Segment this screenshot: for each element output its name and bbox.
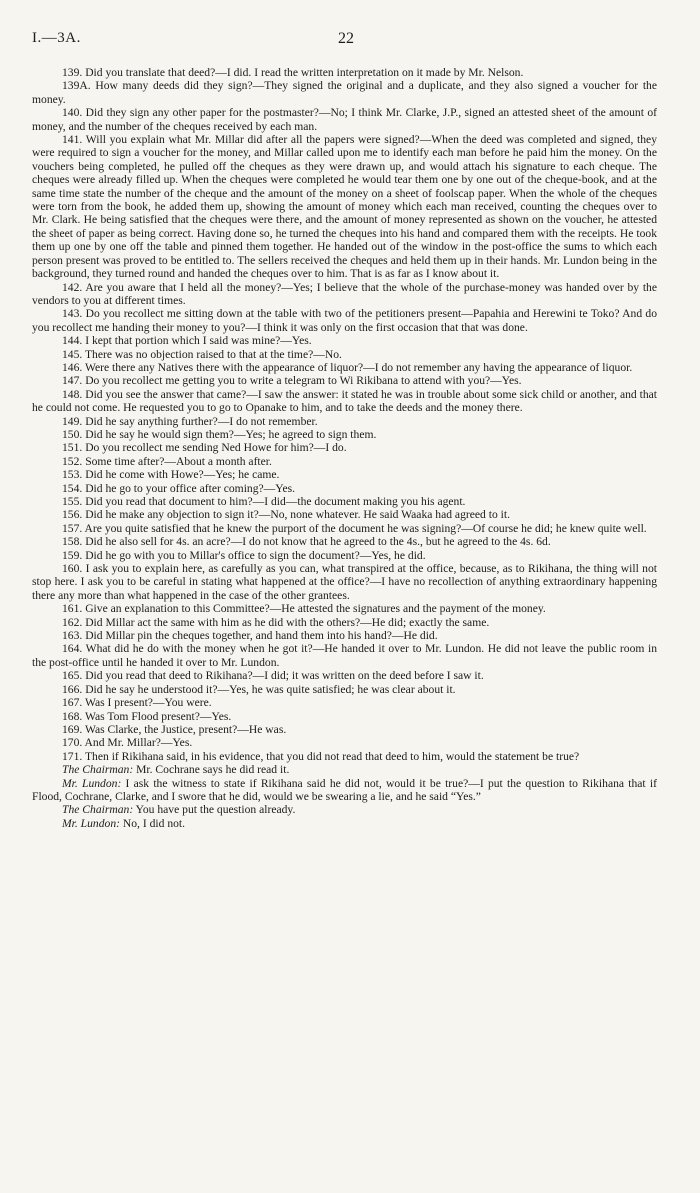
question-paragraph: 167. Was I present?—You were. [62,696,212,710]
dialogue-paragraph [32,777,657,804]
question-paragraph: 150. Did he say he would sign them?—Yes; he agreed to sign them. [62,427,377,441]
question-paragraph: 156. Did he make any objection to sign it?—No, none whatever. He said Waaka had agreed to it. [62,508,510,522]
question-paragraph: 162. Did Millar act the same with him as he did with the others?—He did; exactly the same. [62,615,490,629]
question-paragraph: 154. Did he go to your office after coming?—Yes. [62,481,296,495]
question-paragraph: 155. Did you read that document to him?—I did—the document making you his agent. [62,495,466,508]
page-header [32,30,660,54]
question-paragraph: 163. Did Millar pin the cheques together, and hand them into his hand?—He did. [62,629,438,643]
speaker-statement: Mr. Cochrane says he did read it. [133,763,290,777]
speaker-name: The Chairman: [62,763,134,777]
question-paragraph: 161. Give an explanation to this Committee?—He attested the signatures and the payment of the money. [62,602,546,616]
question-paragraph: 149. Did he say anything further?—I do not remember. [62,414,318,428]
question-paragraph: 159. Did he go with you to Millar's office to sign the document?—Yes, he did. [62,548,426,562]
document-reference: I.—3A. [32,30,81,46]
question-paragraph: 139A. How many deeds did they sign?—They signed the original and a duplicate, and they also signed a voucher for the money. [32,79,657,106]
question-paragraph: 166. Did he say he understood it?—Yes, he was quite satisfied; he was clear about it. [62,682,456,696]
question-paragraph: 143. Do you recollect me sitting down at the table with two of the petitioners present—Papahia and Herewini te Toko? And do you recollect me handing their money to you?—I think it was only on the first occasion that that was done. [32,307,657,334]
question-paragraph: 169. Was Clarke, the Justice, present?—He was. [62,722,287,736]
question-paragraph: 164. What did he do with the money when he got it?—He handed it over to Mr. Lundon. He did not leave the public room in the post-office until he handed it over to Mr. Lundon. [32,642,657,669]
question-paragraph: 147. Do you recollect me getting you to write a telegram to Wi Rikibana to attend with you?—Yes. [62,374,522,388]
question-paragraph: 139. Did you translate that deed?—I did. I read the written interpretation on it made by Mr. Nelson. [62,66,524,79]
question-paragraph: 144. I kept that portion which I said was mine?—Yes. [62,334,312,348]
page-number: 22 [338,30,354,47]
question-paragraph: 151. Do you recollect me sending Ned Howe for him?—I do. [62,441,347,455]
question-paragraph: 152. Some time after?—About a month after. [62,454,272,468]
speaker-name: Mr. Lundon: [62,816,120,830]
question-paragraph: 145. There was no objection raised to that at the time?—No. [62,347,342,361]
evidence-text [32,66,657,830]
question-paragraph: 140. Did they sign any other paper for the postmaster?—No; I think Mr. Clarke, J.P., signed an attested sheet of the amount of money, and the number of the cheques received by each man. [32,106,657,133]
speaker-statement: I ask the witness to state if Rikihana said he did not, would it be true?—I put the question to Rikihana that if Flood, Cochrane, Clarke, and I swore that he did, would we be swearing a lie, and he said “Yes.” [32,776,657,803]
question-paragraph: 165. Did you read that deed to Rikihana?—I did; it was written on the deed before I saw it. [62,669,484,683]
dialogue-paragraph [32,817,657,830]
question-paragraph: 158. Did he also sell for 4s. an acre?—I do not know that he agreed to the 4s., but he agreed to the 4s. 6d. [62,535,551,549]
dialogue-paragraph [32,803,657,816]
question-paragraph: 170. And Mr. Millar?—Yes. [62,736,193,750]
question-paragraph: 142. Are you aware that I held all the money?—Yes; I believe that the whole of the purchase-money was handed over by the vendors to you at different times. [32,280,657,307]
question-paragraph: 171. Then if Rikihana said, in his evidence, that you did not read that deed to him, would the statement be true? [62,749,580,763]
question-paragraph: 141. Will you explain what Mr. Millar did after all the papers were signed?—When the deed was completed and signed, they were required to sign a voucher for the money, and Millar called upon me to identify each man before he paid him the money. On the vouchers being completed, he pulled off the cheques as they were drawn up, and would attach his signature to each cheque. The cheques were already filled up. When the cheques were completed he would tear them one by one out of the cheque-book, and at the same time state the number of the cheque and the amount of the money on a sheet of foolscap paper. When the whole of the cheques were torn from the book, he added them up, showing the amount of money which each man received, counting the cheques over to Mr. Clark. He being satisfied that the cheques were there, and the amount of money represented as shown on the voucher, he attested the sheet of paper as being correct. Having done so, he turned the cheques into his hand and compared them with the receipts. He took them up one by one off the table and pinned them together. He handed out of the window in the post-office the sums to which each person present was proved to be entitled to. The sellers received the cheques and held them up in their hands. Mr. Lundon being in the background, they turned round and handed the cheques over to him. That is as far as I know about it. [32,133,657,281]
question-paragraph: 168. Was Tom Flood present?—Yes. [62,709,232,723]
speaker-name: Mr. Lundon: [62,776,122,790]
question-paragraph: 153. Did he come with Howe?—Yes; he came. [62,468,280,482]
question-paragraph: 157. Are you quite satisfied that he knew the purport of the document he was signing?—Of course he did; he knew quite well. [62,521,647,535]
dialogue-paragraph [32,763,657,776]
question-paragraph: 146. Were there any Natives there with the appearance of liquor?—I do not remember any having the appearance of liquor. [62,360,633,374]
speaker-name: The Chairman: [62,803,134,817]
question-paragraph: 160. I ask you to explain here, as carefully as you can, what transpired at the office, because, as to Rikihana, the thing will not stop here. I ask you to be careful in stating what happened at the office?—I have no recollection of anything extraordinary happening there any more than what happened in the case of the other grantees. [32,562,657,602]
speaker-statement: You have put the question already. [133,803,296,817]
speaker-statement: No, I did not. [119,816,186,830]
question-paragraph: 148. Did you see the answer that came?—I saw the answer: it stated he was in trouble about some sick child or another, and that he could not come. He requested you to go to Opanake to him, and to take the deeds and the money there. [32,387,657,415]
